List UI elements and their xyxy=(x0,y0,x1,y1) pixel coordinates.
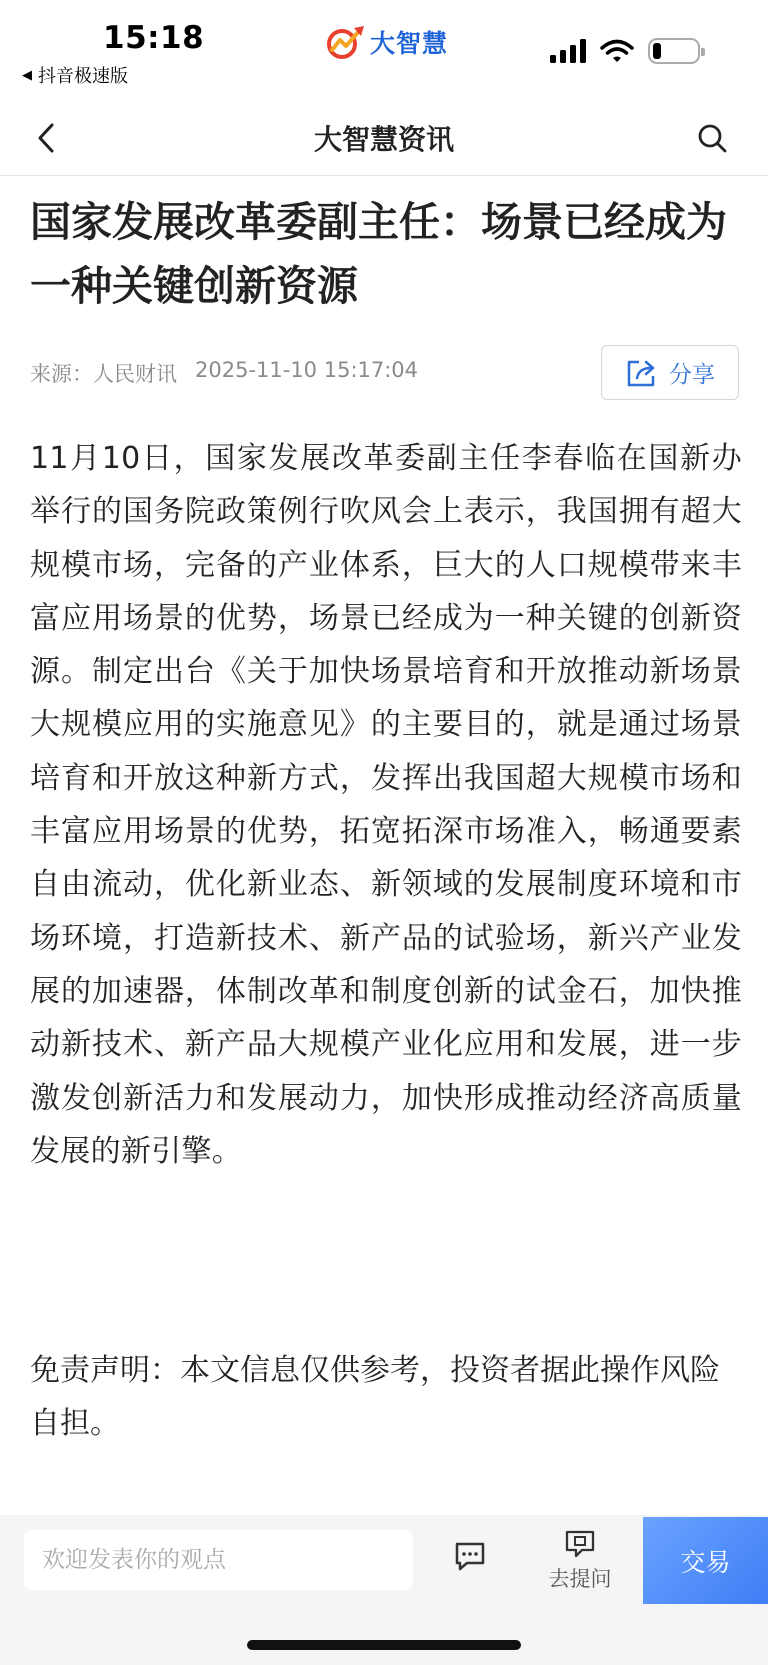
article-datetime: 2025-11-10 15:17:04 xyxy=(195,358,419,382)
nav-bar xyxy=(0,100,768,176)
status-bar xyxy=(0,0,768,96)
search-icon xyxy=(696,122,728,154)
disclaimer-text: 免责声明：本文信息仅供参考，投资者据此操作风险自担。 xyxy=(30,1353,720,1441)
back-triangle-icon: ◀ xyxy=(22,67,32,83)
ask-question-icon xyxy=(564,1529,596,1559)
ask-question-label: 去提问 xyxy=(548,1567,612,1591)
article-title: 国家发展改革委副主任：场景已经成为一种关键创新资源 xyxy=(30,198,727,310)
cellular-signal-icon xyxy=(550,39,586,63)
status-time: 15:18 xyxy=(103,20,205,56)
home-indicator xyxy=(247,1640,521,1650)
share-button[interactable] xyxy=(601,345,739,400)
ask-question-button[interactable] xyxy=(542,1529,618,1601)
search-button[interactable] xyxy=(692,118,732,158)
share-icon xyxy=(625,358,659,388)
logo-text: 大智慧 xyxy=(370,29,449,58)
app-logo xyxy=(326,24,448,60)
comments-button[interactable] xyxy=(453,1540,495,1582)
comment-input[interactable] xyxy=(24,1530,413,1590)
system-icons xyxy=(550,38,700,64)
back-to-app-link[interactable] xyxy=(22,62,128,88)
trade-button[interactable]: 交易 xyxy=(643,1517,768,1604)
article-body: 11月10日，国家发展改革委副主任李春临在国新办举行的国务院政策例行吹风会上表示，我国拥有超大规模市场，完备的产业体系，巨大的人口规模带来丰富应用场景的优势，场景已经成为一种关键的创新资源。制定出台《关于加快场景培育和开放推动新场景大规模应用的实施意见》的主要目的，就是通过场景培育和开放这种新方式，发挥出我国超大规模市场和丰富应用场景的优势，拓宽拓深市场准入，畅通要素自由流动，优化新业态、新领域的发展制度环境和市场环境，打造新技术、新产品的试验场，新兴产业发展的加速器，体制改革和制度创新的试金石，加快推动新技术、新产品大规模产业化应用和发展，进一步激发创新活力和发展动力，加快形成推动经济高质量发展的新引擎。 xyxy=(30,441,742,1169)
battery-icon xyxy=(648,38,700,64)
nav-title: 大智慧资讯 xyxy=(313,123,454,156)
article-source: 来源：人民财讯 xyxy=(30,362,177,386)
logo-mark-icon xyxy=(326,24,366,60)
article-meta xyxy=(30,358,418,388)
wifi-icon xyxy=(600,39,634,63)
back-app-label: 抖音极速版 xyxy=(38,66,128,87)
comment-bubble-icon xyxy=(453,1540,487,1572)
share-label: 分享 xyxy=(669,361,715,387)
